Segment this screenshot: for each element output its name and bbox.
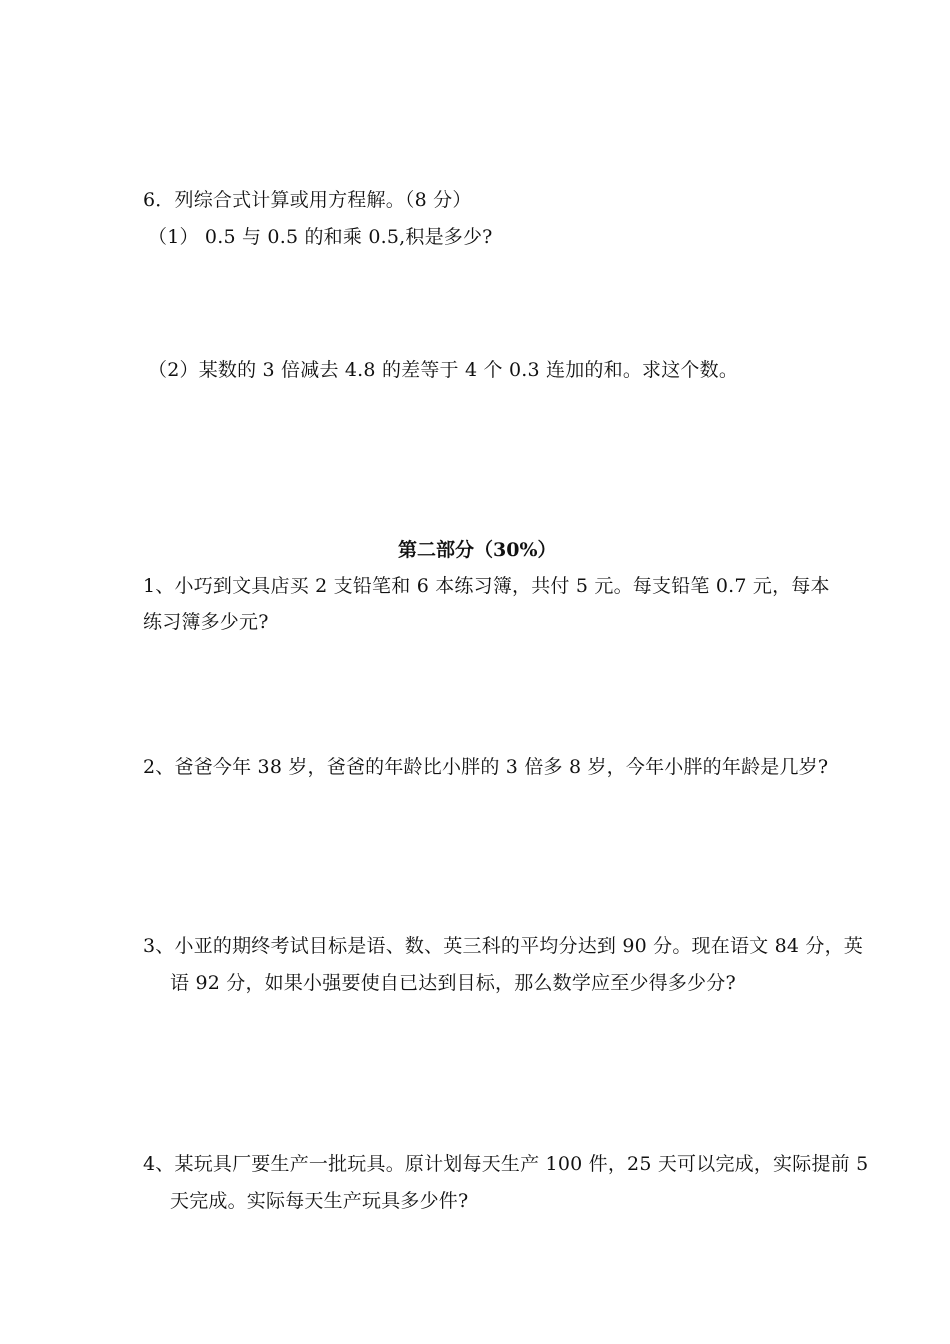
question-4-line-1: 4、某玩具厂要生产一批玩具。原计划每天生产 100 件，25 天可以完成，实际提前 5	[143, 1153, 869, 1175]
question-6-title: 6．列综合式计算或用方程解。（8 分）	[143, 189, 472, 211]
question-4-line-2: 天完成。实际每天生产玩具多少件?	[170, 1190, 469, 1212]
section-2-heading: 第二部分（30%）	[398, 539, 557, 561]
question-6-part-1: （1） 0.5 与 0.5 的和乘 0.5,积是多少?	[148, 226, 493, 248]
question-1-line-1: 1、小巧到文具店买 2 支铅笔和 6 本练习簿，共付 5 元。每支铅笔 0.7 元，每本	[143, 575, 830, 597]
question-3-line-1: 3、小亚的期终考试目标是语、数、英三科的平均分达到 90 分。现在语文 84 分，英	[143, 935, 864, 957]
question-1-line-2: 练习簿多少元?	[143, 611, 269, 633]
question-2-line-1: 2、爸爸今年 38 岁，爸爸的年龄比小胖的 3 倍多 8 岁，今年小胖的年龄是几岁?	[143, 756, 829, 778]
question-6-part-2: （2）某数的 3 倍减去 4.8 的差等于 4 个 0.3 连加的和。求这个数。	[148, 359, 739, 381]
question-3-line-2: 语 92 分，如果小强要使自已达到目标，那么数学应至少得多少分?	[170, 972, 736, 994]
